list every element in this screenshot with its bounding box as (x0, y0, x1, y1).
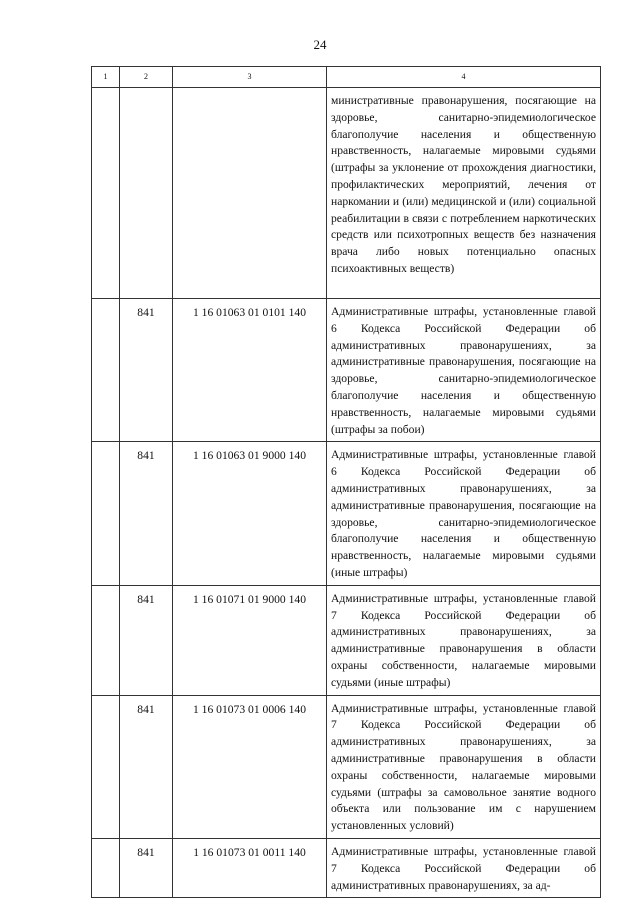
cell-admin-code: 841 (120, 838, 173, 897)
cell-description: министративные правонарушения, посягающие на здоровье, санитарно-эпидемиологическое благополучие населения и общественную нравственность, налагаемые мировыми судьями (штрафы за уклонение от прохождения диагностики, профилактических мероприятий, лечения от наркомании и (или) медицинской и (или) социальной реабилитации в связи с потреблением наркотических средств или психотропных веществ без назначения врача либо новых потенциально опасных психоактивных веществ) (327, 88, 601, 299)
cell-kbk: 1 16 01063 01 9000 140 (173, 442, 327, 585)
cell-col-1 (92, 695, 120, 838)
cell-description: Административные штрафы, установленные главой 6 Кодекса Российской Федерации об административных правонарушениях, за административные правонарушения, посягающие на здоровье, санитарно-эпидемиологическое благополучие населения и общественную нравственность, налагаемые мировыми судьями (штрафы за побои) (327, 299, 601, 442)
table-row (92, 442, 601, 585)
header-col-4: 4 (327, 67, 601, 88)
cell-kbk: 1 16 01063 01 0101 140 (173, 299, 327, 442)
table-row (92, 585, 601, 695)
cell-admin-code: 841 (120, 442, 173, 585)
table-row (92, 695, 601, 838)
cell-kbk (173, 88, 327, 299)
cell-description: Административные штрафы, установленные главой 6 Кодекса Российской Федерации об административных правонарушениях, за административные правонарушения, посягающие на здоровье, санитарно-эпидемиологическое благополучие населения и общественную нравственность, налагаемые мировыми судьями (иные штрафы) (327, 442, 601, 585)
table-row (92, 299, 601, 442)
header-col-2: 2 (120, 67, 173, 88)
table-row (92, 88, 601, 299)
page-number: 24 (313, 37, 327, 52)
header-col-3: 3 (173, 67, 327, 88)
cell-description: Административные штрафы, установленные главой 7 Кодекса Российской Федерации об административных правонарушениях, за административные правонарушения в области охраны собственности, налагаемые мировыми судьями (иные штрафы) (327, 585, 601, 695)
cell-admin-code (120, 88, 173, 299)
cell-kbk: 1 16 01073 01 0006 140 (173, 695, 327, 838)
cell-description: Административные штрафы, установленные главой 7 Кодекса Российской Федерации об административных правонарушениях, за административные правонарушения в области охраны собственности, налагаемые мировыми судьями (штрафы за самовольное занятие водного объекта или пользование им с нарушением установленных условий) (327, 695, 601, 838)
cell-col-1 (92, 88, 120, 299)
cell-col-1 (92, 585, 120, 695)
cell-col-1 (92, 442, 120, 585)
cell-kbk: 1 16 01073 01 0011 140 (173, 838, 327, 897)
header-col-1: 1 (92, 67, 120, 88)
cell-kbk: 1 16 01071 01 9000 140 (173, 585, 327, 695)
cell-admin-code: 841 (120, 299, 173, 442)
cell-description: Административные штрафы, установленные главой 7 Кодекса Российской Федерации об административных правонарушениях, за ад- (327, 838, 601, 897)
cell-admin-code: 841 (120, 585, 173, 695)
cell-admin-code: 841 (120, 695, 173, 838)
cell-col-1 (92, 838, 120, 897)
cell-col-1 (92, 299, 120, 442)
table-header-row (92, 67, 601, 88)
revenue-codes-table (91, 66, 601, 898)
table-row (92, 838, 601, 897)
